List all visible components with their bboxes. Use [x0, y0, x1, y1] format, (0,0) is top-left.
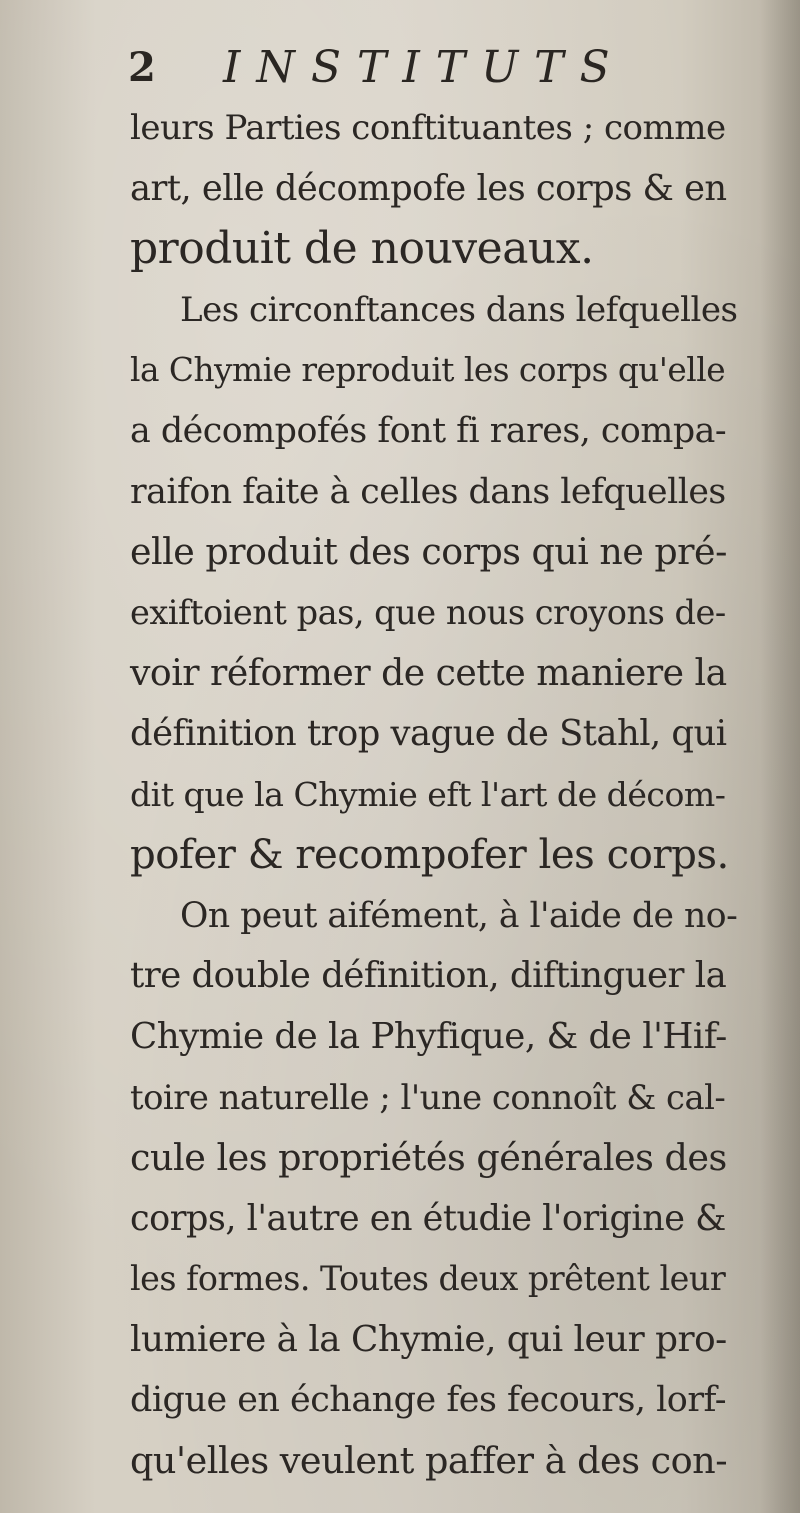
text-line: Chymie de la Phyfique, & de l'Hif- [130, 1015, 727, 1057]
text-line: cule les propriétés générales des [130, 1136, 727, 1180]
running-head: INSTITUTS [223, 42, 626, 93]
text-line: les formes. Toutes deux prêtent leur [130, 1259, 726, 1299]
text-line: digue en échange fes fecours, lorf- [130, 1380, 727, 1421]
text-line: lumiere à la Chymie, qui leur pro- [130, 1318, 727, 1360]
text-line: elle produit des corps qui ne pré- [130, 530, 727, 574]
text-line: a décompofés font fi rares, compa- [130, 410, 727, 451]
paragraph-start-line: Les circonftances dans lefquelles [180, 289, 738, 330]
text-line: qu'elles veulent paffer à des con- [130, 1439, 728, 1483]
text-line: art, elle décompofe les corps & en [130, 167, 727, 209]
text-line: leurs Parties conftituantes ; comme [130, 108, 726, 148]
text-line: tre double définition, diftinguer la [130, 955, 727, 997]
text-line: voir réformer de cette maniere la [130, 651, 727, 695]
text-line: la Chymie reproduit les corps qu'elle [130, 351, 726, 390]
text-line: raifon faite à celles dans lefquelles [130, 471, 726, 512]
paragraph-start-line: On peut aifément, à l'aide de no- [180, 895, 738, 936]
body-text [130, 98, 738, 1492]
page-number: 2 [128, 44, 156, 91]
text-line: exiftoient pas, que nous croyons de- [130, 592, 726, 632]
text-line: corps, l'autre en étudie l'origine & [130, 1197, 726, 1239]
page-header [128, 40, 688, 96]
text-line: toire naturelle ; l'une connoît & cal- [130, 1077, 726, 1117]
page-edge-shadow [760, 0, 800, 1513]
text-line: pofer & recompofer les corps. [130, 832, 729, 879]
text-line: dit que la Chymie eft l'art de décom- [130, 774, 726, 814]
text-line: définition trop vague de Stahl, qui [130, 712, 727, 754]
text-line: produit de nouveaux. [130, 223, 594, 275]
